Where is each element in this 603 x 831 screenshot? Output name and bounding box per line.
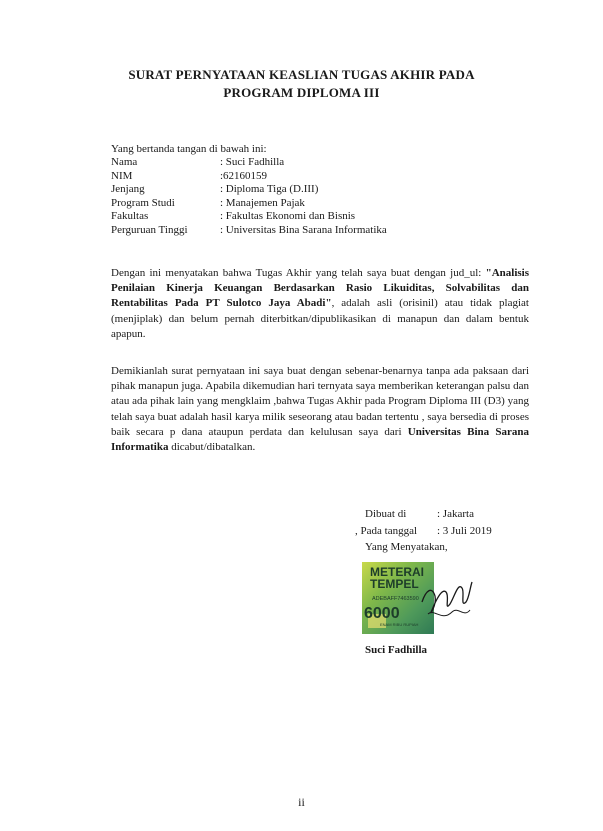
field-row-study-program (111, 197, 387, 211)
signer-name: Suci Fadhilla (365, 644, 428, 656)
field-row-university (111, 224, 387, 238)
field-label: Perguruan Tinggi (111, 223, 188, 236)
stamp-currency: ENAM RIBU RUPIAH (380, 622, 419, 627)
field-value: : Suci Fadhilla (220, 156, 285, 168)
field-label: Program Studi (111, 196, 175, 209)
field-value: :62160159 (220, 169, 268, 182)
stamp-line-2: TEMPEL (370, 577, 419, 591)
document-title-line-1: SURAT PERNYATAAN KEASLIAN TUGAS AKHIR PADA (128, 67, 475, 82)
statement-paragraph (111, 266, 529, 342)
field-label: Jenjang (111, 183, 145, 196)
intro-text: Yang bertanda tangan di bawah ini: (111, 143, 267, 155)
field-row-level (111, 183, 387, 197)
date-label: , Pada tanggal (355, 525, 418, 537)
page-number: ii (298, 795, 305, 809)
field-value: : Universitas Bina Sarana Informatika (220, 223, 387, 236)
field-value: : Diploma Tiga (D.III) (220, 183, 319, 196)
date-value: : 3 Juli 2019 (437, 525, 492, 537)
stamp-and-signature (362, 562, 474, 634)
identity-table (111, 156, 387, 238)
university-name: Universitas Bina Sarana Informatika (111, 425, 529, 454)
field-row-nim (111, 170, 387, 184)
statement-lead: Dengan ini menyatakan bahwa Tugas Akhir yang telah saya buat dengan jud_ul: (111, 267, 486, 279)
place-label: Dibuat di (365, 508, 407, 520)
place-value: : Jakarta (437, 508, 474, 520)
field-label: NIM (111, 169, 133, 182)
stamp-code: ADEBAFF7463590 (372, 596, 419, 602)
closing-tail: dicabut/dibatalkan. (168, 441, 256, 454)
field-row-faculty (111, 210, 387, 224)
stamp-amount: 6000 (364, 605, 400, 622)
thesis-title: "Analisis Penilaian Kinerja Keuangan Berdasarkan Rasio Likuiditas, Solvabilitas dan Rentabilitas Pada PT Sulotco Jaya Abadi" (111, 267, 529, 310)
statement-tail: , adalah asli (orisinil) atau tidak plagiat (menjiplak) dan belum pernah diterbitkan/dipublikasikan di manapun dan dalam bentuk apapun. (111, 297, 529, 340)
signature-flourish (428, 610, 470, 616)
field-label: Fakultas (111, 210, 149, 223)
closing-lead: Demikianlah surat pernyataan ini saya buat dengan sebenar-benarnya tanpa ada paksaan dari pihak manapun juga. Apabila dikemudian hari ternyata saya memberikan keterangan palsu dan atau ada pihak lain yang mengklaim ,bahwa Tugas Akhir pada Program Diploma III (D3) yang telah saya buat adalah hasil karya milik seseorang atau badan tertentu , saya bersedia di proses baik secara p dana ataupun perdata dan kelulusan saya dari (111, 365, 529, 438)
field-row-name (111, 156, 387, 170)
signature-place-date (355, 508, 492, 542)
field-value: : Fakultas Ekonomi dan Bisnis (220, 210, 356, 223)
closing-paragraph (111, 364, 529, 455)
declarant-label: Yang Menyatakan, (365, 541, 448, 553)
stamp-line-1: METERAI (370, 565, 424, 579)
document-title-line-2: PROGRAM DIPLOMA III (223, 85, 380, 100)
field-label: Nama (111, 156, 138, 168)
field-value: : Manajemen Pajak (220, 196, 305, 209)
